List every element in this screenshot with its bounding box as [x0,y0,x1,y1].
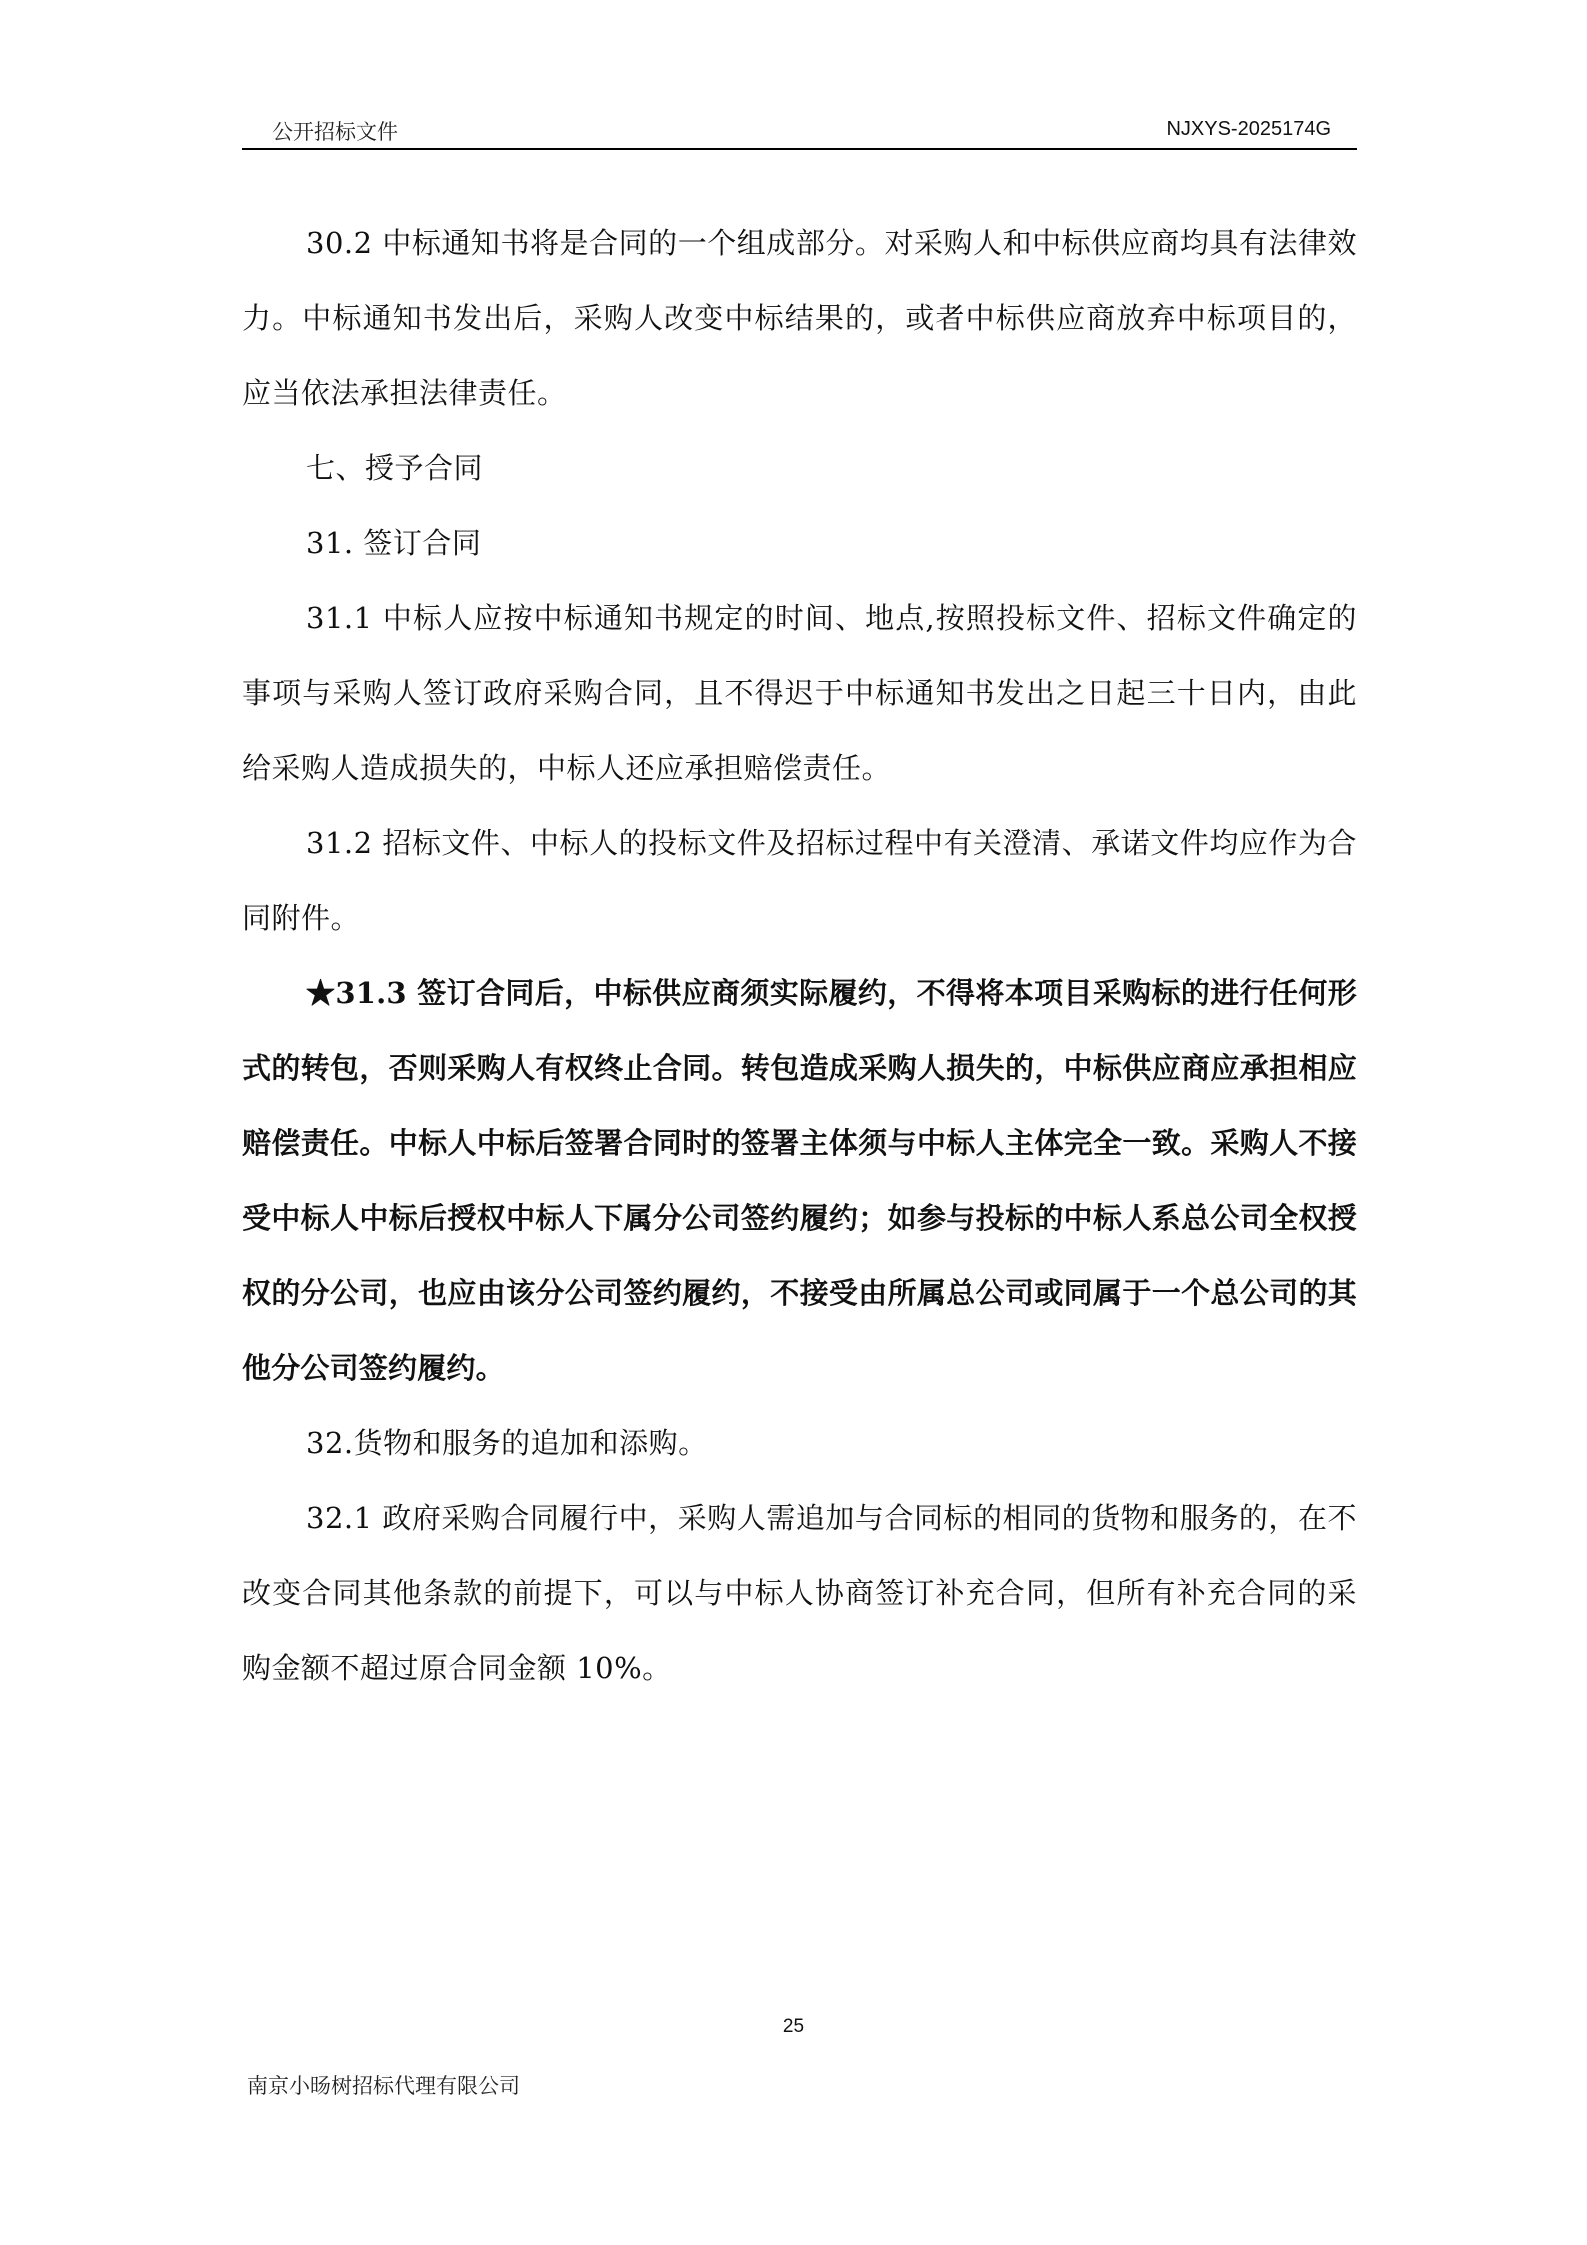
header-doc-number: NJXYS-2025174G [1166,118,1331,140]
document-body [242,206,1357,1706]
footer-company: 南京小旸树招标代理有限公司 [247,2074,520,2098]
clause-heading-32: 32.货物和服务的追加和添购。 [306,1426,708,1460]
paragraph-30-2: 30.2 中标通知书将是合同的一个组成部分。对采购人和中标供应商均具有法律效力。中标通知书发出后，采购人改变中标结果的，或者中标供应商放弃中标项目的，应当依法承担法律责任。 [242,226,1357,410]
page-number: 25 [782,2016,805,2037]
header-doc-type: 公开招标文件 [272,120,398,144]
paragraph-31-1: 31.1 中标人应按中标通知书规定的时间、地点,按照投标文件、招标文件确定的事项与采购人签订政府采购合同，且不得迟于中标通知书发出之日起三十日内，由此给采购人造成损失的，中标人还应承担赔偿责任。 [242,601,1357,785]
section-heading-award-contract: 七、授予合同 [306,451,484,485]
paragraph-32-1: 32.1 政府采购合同履行中，采购人需追加与合同标的相同的货物和服务的，在不改变合同其他条款的前提下，可以与中标人协商签订补充合同，但所有补充合同的采购金额不超过原合同金额 10%。 [242,1501,1357,1685]
clause-heading-31: 31. 签订合同 [306,526,482,560]
page-header [242,112,1357,150]
paragraph-31-3-starred: ★31.3 签订合同后，中标供应商须实际履约，不得将本项目采购标的进行任何形式的转包，否则采购人有权终止合同。转包造成采购人损失的，中标供应商应承担相应赔偿责任。中标人中标后签署合同时的签署主体须与中标人主体完全一致。采购人不接受中标人中标后授权中标人下属分公司签约履约；如参与投标的中标人系总公司全权授权的分公司，也应由该分公司签约履约，不接受由所属总公司或同属于一个总公司的其他分公司签约履约。 [242,976,1357,1385]
paragraph-31-2: 31.2 招标文件、中标人的投标文件及招标过程中有关澄清、承诺文件均应作为合同附件。 [242,826,1357,935]
